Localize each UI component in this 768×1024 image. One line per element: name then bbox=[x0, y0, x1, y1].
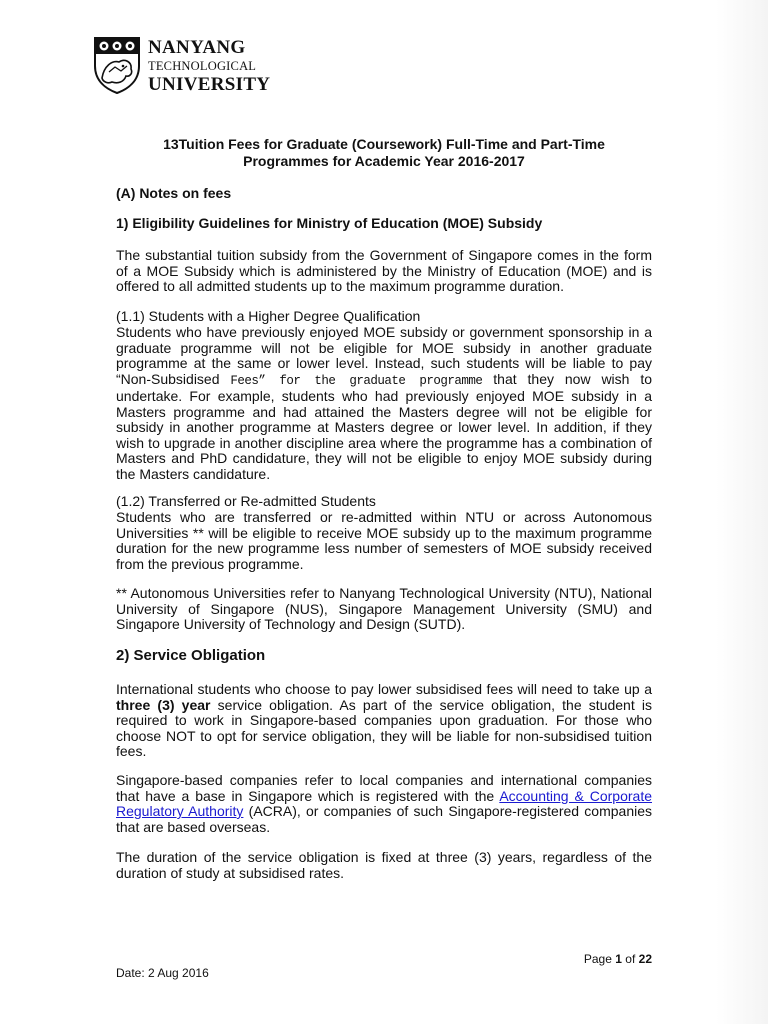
section-1-heading: 1) Eligibility Guidelines for Ministry of Education (MOE) Subsidy bbox=[116, 215, 543, 231]
logo-line-2: TECHNOLOGICAL bbox=[148, 59, 257, 73]
service-obligation-p2-b: (ACRA), or companies of such Singapore-registered companies that are based overseas. bbox=[116, 803, 653, 835]
subsection-1-2-heading: (1.2) Transferred or Re-admitted Students bbox=[116, 493, 376, 509]
logo-wordmark bbox=[148, 38, 270, 94]
document-title bbox=[116, 136, 652, 170]
logo-line-3: UNIVERSITY bbox=[148, 73, 271, 95]
service-obligation-paragraph-3: The duration of the service obligation is fixed at three (3) years, regardless of the duration of study at subsidised rates. bbox=[116, 849, 652, 881]
page-label: Page bbox=[583, 952, 612, 966]
section-2-heading: 2) Service Obligation bbox=[116, 647, 266, 664]
section-a-heading: (A) Notes on fees bbox=[116, 185, 232, 201]
subsection-1-2-text: Students who are transferred or re-admitted within NTU or across Autonomous Universities ** will be eligible to receive MOE subsidy up to the maximum programme duration for the new programme less number of semesters of MOE subsidy received from the previous programme. bbox=[116, 509, 652, 572]
page-total: 22 bbox=[638, 952, 652, 966]
page-number bbox=[560, 952, 652, 966]
ntu-logo bbox=[92, 36, 271, 95]
title-line-1: 13Tuition Fees for Graduate (Coursework) Full-Time and Part-Time bbox=[163, 136, 605, 152]
subsection-1-1-text-mono: Fees” for the graduate programme bbox=[230, 373, 483, 388]
footer-date: Date: 2 Aug 2016 bbox=[116, 966, 209, 980]
service-obligation-p2-a: Singapore-based companies refer to local companies and international companies that have a base in Singapore which is registered with the bbox=[116, 772, 652, 804]
service-obligation-paragraph-1 bbox=[116, 682, 652, 760]
subsection-1-1-heading: (1.1) Students with a Higher Degree Qualification bbox=[116, 308, 421, 324]
service-obligation-p1-b: service obligation. As part of the service obligation, the student is required to work in Singapore-based companies upon graduation. For those who choose NOT to opt for service obligation, they will be liable for non-subsidised tuition fees. bbox=[116, 696, 652, 759]
acra-link[interactable]: Accounting & Corporate Regulatory Authority bbox=[116, 787, 652, 819]
autonomous-universities-note: ** Autonomous Universities refer to Nanyang Technological University (NTU), National University of Singapore (NUS), Singapore Management University (SMU) and Singapore University of Technology and Design (SUTD). bbox=[116, 585, 652, 632]
service-obligation-p1-a: International students who choose to pay lower subsidised fees will need to take up a bbox=[116, 681, 652, 697]
page-current: 1 bbox=[615, 952, 622, 966]
subsection-1-1-text-a: Students who have previously enjoyed MOE subsidy or government sponsorship in a graduate programme will not be eligible for MOE subsidy in another graduate programme at the same or lower level. Instead, such students will be liable to pay “Non-Subsidised bbox=[116, 324, 652, 387]
page-of: of bbox=[625, 952, 636, 966]
subsection-1-1-text bbox=[116, 325, 652, 482]
service-obligation-p1-bold: three (3) year bbox=[116, 696, 211, 713]
title-line-2: Programmes for Academic Year 2016-2017 bbox=[243, 153, 525, 169]
university-crest-icon bbox=[92, 36, 142, 94]
subsection-1-1-text-b: that they now wish to undertake. For example, students who had previously enjoyed MOE subsidy in a Masters programme and had attained the Masters degree will not be eligible for subsidy in another programme at Masters degree or lower level. In addition, if they wish to upgrade in another discipline area where the programme has a combination of Masters and PhD candidature, they will not be eligible to enjoy MOE subsidy during the Masters candidature. bbox=[116, 370, 653, 482]
page-edge-shadow bbox=[716, 0, 768, 1024]
service-obligation-paragraph-2 bbox=[116, 773, 652, 835]
logo-line-1: NANYANG bbox=[148, 37, 246, 58]
section-1-intro: The substantial tuition subsidy from the Government of Singapore comes in the form of a MOE Subsidy which is administered by the Ministry of Education (MOE) and is offered to all admitted students up to the maximum programme duration. bbox=[116, 247, 652, 294]
